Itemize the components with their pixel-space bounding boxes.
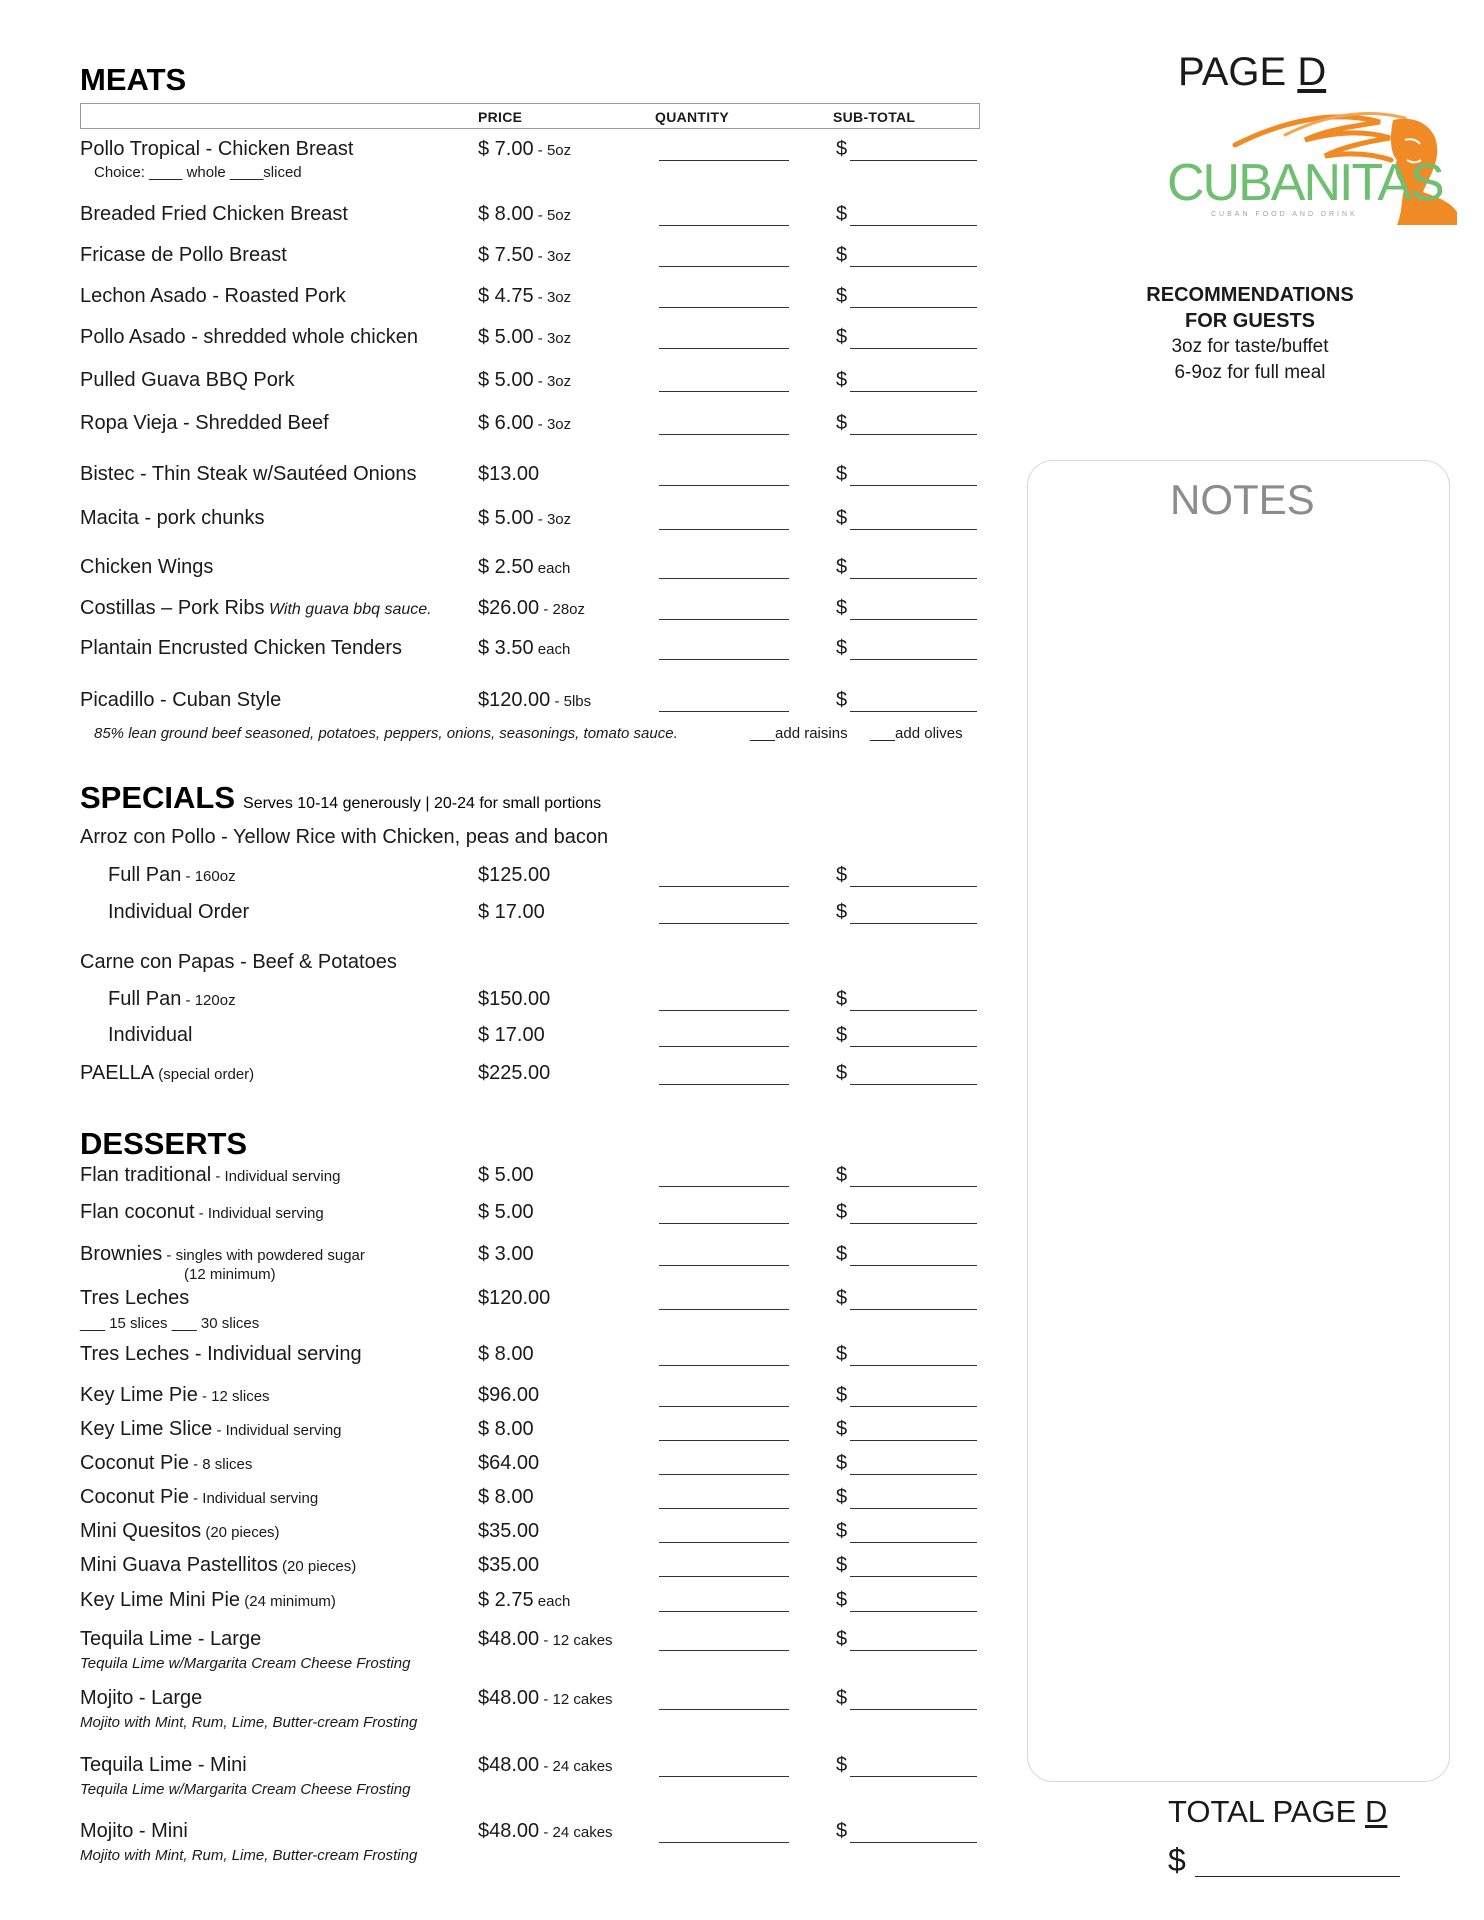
subtotal-dollar: $: [836, 864, 848, 886]
subtotal-blank[interactable]: [850, 1474, 977, 1475]
subtotal-blank[interactable]: [850, 307, 977, 308]
quantity-blank[interactable]: [659, 225, 789, 226]
item-price: $ 4.75 - 3oz: [478, 285, 572, 307]
subtotal-blank[interactable]: [850, 266, 977, 267]
item-name: Tequila Lime - Large: [80, 1628, 262, 1650]
recommendations-title: RECOMMENDATIONS: [1146, 284, 1354, 306]
subtotal-dollar: $: [836, 1589, 848, 1611]
menu-row-tres-leches-individual: [80, 1343, 990, 1373]
menu-row-chicken-tenders: [80, 637, 990, 667]
item-price: $ 2.75 each: [478, 1589, 571, 1611]
item-price: $ 8.00 - 5oz: [478, 203, 572, 225]
item-name: Flan coconut - Individual serving: [80, 1201, 324, 1223]
subtotal-blank[interactable]: [850, 578, 977, 579]
tequila-lime-mini-description: Tequila Lime w/Margarita Cream Cheese Frosting: [80, 1781, 411, 1798]
picadillo-description: 85% lean ground beef seasoned, potatoes, peppers, onions, seasonings, tomato sauce.: [94, 725, 678, 742]
item-price: $96.00: [478, 1384, 540, 1406]
item-price: $48.00 - 12 cakes: [478, 1687, 613, 1709]
subtotal-dollar: $: [836, 1486, 848, 1508]
meats-title: MEATS: [80, 62, 187, 97]
subtotal-blank[interactable]: [850, 348, 977, 349]
subtotal-dollar: $: [836, 1820, 848, 1842]
subtotal-dollar: $: [836, 597, 848, 619]
subtotal-blank[interactable]: [850, 1576, 977, 1577]
item-price: $ 5.00 - 3oz: [478, 369, 572, 391]
specials-title: SPECIALS: [80, 780, 236, 815]
menu-row-picadillo: [80, 689, 990, 719]
price-column-header: PRICE: [478, 109, 523, 125]
item-price: $ 8.00: [478, 1418, 534, 1440]
item-price: $26.00 - 28oz: [478, 597, 586, 619]
desserts-heading: [80, 1126, 247, 1162]
subtotal-blank[interactable]: [850, 1046, 977, 1047]
menu-row-macita: [80, 507, 990, 537]
item-price: $ 5.00: [478, 1164, 534, 1186]
item-name: Lechon Asado - Roasted Pork: [80, 285, 346, 307]
item-name: Breaded Fried Chicken Breast: [80, 203, 348, 225]
subtotal-column-header: SUB-TOTAL: [833, 109, 916, 125]
subtotal-blank[interactable]: [850, 1508, 977, 1509]
quantity-blank[interactable]: [659, 160, 789, 161]
item-name: Full Pan - 120oz: [108, 988, 236, 1010]
quantity-blank[interactable]: [659, 619, 789, 620]
subtotal-dollar: $: [836, 138, 848, 160]
quantity-blank[interactable]: [659, 1776, 789, 1777]
item-name: Pulled Guava BBQ Pork: [80, 369, 295, 391]
subtotal-blank[interactable]: [850, 485, 977, 486]
subtotal-blank[interactable]: [850, 1265, 977, 1266]
total-page-label: TOTAL PAGE D: [1168, 1794, 1388, 1829]
menu-row-mini-guava-pastellitos: [80, 1554, 990, 1584]
subtotal-blank[interactable]: [850, 1440, 977, 1441]
item-name: Tres Leches: [80, 1287, 190, 1309]
menu-row-bistec: [80, 463, 990, 493]
mojito-large-description: Mojito with Mint, Rum, Lime, Butter-cream Frosting: [80, 1714, 418, 1731]
quantity-blank[interactable]: [659, 1440, 789, 1441]
subtotal-blank[interactable]: [850, 1611, 977, 1612]
subtotal-dollar: $: [836, 1164, 848, 1186]
quantity-blank[interactable]: [659, 1508, 789, 1509]
specials-subtitle: Serves 10-14 generously | 20-24 for small portions: [243, 795, 602, 812]
item-price: $120.00: [478, 1287, 551, 1309]
subtotal-dollar: $: [836, 244, 848, 266]
item-name: PAELLA (special order): [80, 1062, 255, 1084]
quantity-blank[interactable]: [659, 1406, 789, 1407]
menu-row-key-lime-pie: [80, 1384, 990, 1414]
menu-row-key-lime-slice: [80, 1418, 990, 1448]
subtotal-blank[interactable]: [850, 391, 977, 392]
specials-group-carne-con-papas: Carne con Papas - Beef & Potatoes: [80, 951, 397, 973]
menu-row-mojito-large: [80, 1687, 990, 1717]
menu-row-tequila-lime-large: [80, 1628, 990, 1658]
quantity-blank[interactable]: [659, 711, 789, 712]
menu-row-breaded-chicken: [80, 203, 990, 233]
subtotal-dollar: $: [836, 637, 848, 659]
quantity-blank[interactable]: [659, 1650, 789, 1651]
tequila-lime-large-description: Tequila Lime w/Margarita Cream Cheese Frosting: [80, 1655, 411, 1672]
meats-heading: [80, 62, 186, 98]
subtotal-blank[interactable]: [850, 160, 977, 161]
item-price: $ 8.00: [478, 1343, 534, 1365]
item-name: Chicken Wings: [80, 556, 214, 578]
quantity-blank[interactable]: [659, 391, 789, 392]
menu-row-tres-leches: [80, 1287, 990, 1317]
item-price: $48.00 - 12 cakes: [478, 1628, 613, 1650]
subtotal-dollar: $: [836, 689, 848, 711]
subtotal-blank[interactable]: [850, 659, 977, 660]
subtotal-dollar: $: [836, 1628, 848, 1650]
quantity-blank[interactable]: [659, 1223, 789, 1224]
subtotal-dollar: $: [836, 1418, 848, 1440]
subtotal-blank[interactable]: [850, 923, 977, 924]
item-name: Pollo Tropical - Chicken Breast: [80, 138, 354, 160]
item-name: Mini Guava Pastellitos (20 pieces): [80, 1554, 357, 1576]
item-name: Mini Quesitos (20 pieces): [80, 1520, 280, 1542]
subtotal-dollar: $: [836, 1754, 848, 1776]
item-name: Tres Leches - Individual serving: [80, 1343, 362, 1365]
item-price: $ 5.00: [478, 1201, 534, 1223]
quantity-blank[interactable]: [659, 1842, 789, 1843]
item-price: $ 6.00 - 3oz: [478, 412, 572, 434]
subtotal-dollar: $: [836, 285, 848, 307]
quantity-blank[interactable]: [659, 1265, 789, 1266]
quantity-blank[interactable]: [659, 923, 789, 924]
subtotal-blank[interactable]: [850, 711, 977, 712]
quantity-blank[interactable]: [659, 307, 789, 308]
menu-row-coconut-pie-individual: [80, 1486, 990, 1516]
total-dollar-sign: $: [1168, 1842, 1186, 1878]
menu-row-arroz-individual: [80, 901, 990, 931]
menu-row-chicken-wings: [80, 556, 990, 586]
quantity-blank[interactable]: [659, 1084, 789, 1085]
quantity-blank[interactable]: [659, 1046, 789, 1047]
item-price: $35.00: [478, 1554, 540, 1576]
chicken-choice-note: Choice: ____ whole ____sliced: [94, 164, 302, 181]
subtotal-blank[interactable]: [850, 619, 977, 620]
specials-heading: [80, 780, 601, 816]
item-name: Plantain Encrusted Chicken Tenders: [80, 637, 403, 659]
item-price: $ 7.00 - 5oz: [478, 138, 572, 160]
subtotal-dollar: $: [836, 1452, 848, 1474]
subtotal-blank[interactable]: [850, 886, 977, 887]
subtotal-dollar: $: [836, 1520, 848, 1542]
menu-row-coconut-pie: [80, 1452, 990, 1482]
item-name: Coconut Pie - Individual serving: [80, 1486, 319, 1508]
item-price: $48.00 - 24 cakes: [478, 1820, 613, 1842]
quantity-blank[interactable]: [659, 1186, 789, 1187]
item-name: Individual Order: [108, 901, 250, 923]
item-price: $ 3.00: [478, 1243, 534, 1265]
subtotal-blank[interactable]: [850, 1223, 977, 1224]
item-name: Fricase de Pollo Breast: [80, 244, 287, 266]
subtotal-dollar: $: [836, 1024, 848, 1046]
subtotal-blank[interactable]: [850, 434, 977, 435]
subtotal-blank[interactable]: [850, 1842, 977, 1843]
recommendation-taste: 3oz for taste/buffet: [1171, 336, 1329, 357]
subtotal-blank[interactable]: [850, 1776, 977, 1777]
total-amount-blank[interactable]: [1195, 1876, 1400, 1877]
menu-row-costillas: [80, 597, 990, 627]
item-name: Full Pan - 160oz: [108, 864, 236, 886]
subtotal-blank[interactable]: [850, 529, 977, 530]
quantity-blank[interactable]: [659, 348, 789, 349]
menu-row-carne-full-pan: [80, 988, 990, 1018]
quantity-blank[interactable]: [659, 266, 789, 267]
quantity-blank[interactable]: [659, 529, 789, 530]
notes-title: NOTES: [1170, 476, 1315, 523]
subtotal-dollar: $: [836, 1243, 848, 1265]
item-price: $225.00: [478, 1062, 551, 1084]
brownies-minimum-note: (12 minimum): [184, 1266, 276, 1283]
item-name: Macita - pork chunks: [80, 507, 265, 529]
subtotal-dollar: $: [836, 507, 848, 529]
quantity-blank[interactable]: [659, 1611, 789, 1612]
item-price: $13.00: [478, 463, 540, 485]
quantity-blank[interactable]: [659, 659, 789, 660]
recommendations-title-line2: FOR GUESTS: [1184, 310, 1315, 332]
item-price: $64.00: [478, 1452, 540, 1474]
subtotal-dollar: $: [836, 412, 848, 434]
item-name: Individual: [108, 1024, 193, 1046]
notes-area[interactable]: [1027, 460, 1450, 1782]
item-price: $ 7.50 - 3oz: [478, 244, 572, 266]
menu-row-flan-traditional: [80, 1164, 990, 1194]
menu-row-arroz-full-pan: [80, 864, 990, 894]
column-header-bar: [80, 103, 980, 129]
item-name: Key Lime Mini Pie (24 minimum): [80, 1589, 336, 1611]
subtotal-dollar: $: [836, 1384, 848, 1406]
subtotal-blank[interactable]: [850, 1010, 977, 1011]
subtotal-blank[interactable]: [850, 225, 977, 226]
subtotal-blank[interactable]: [850, 1542, 977, 1543]
quantity-blank[interactable]: [659, 886, 789, 887]
menu-row-mojito-mini: [80, 1820, 990, 1850]
desserts-title: DESSERTS: [80, 1126, 248, 1161]
total-page-letter: D: [1364, 1794, 1388, 1829]
page-title: PAGE D: [1178, 50, 1327, 94]
menu-row-key-lime-mini-pie: [80, 1589, 990, 1619]
subtotal-dollar: $: [836, 901, 848, 923]
add-olives-option[interactable]: ___add olives: [870, 725, 963, 742]
quantity-blank[interactable]: [659, 1474, 789, 1475]
subtotal-blank[interactable]: [850, 1406, 977, 1407]
specials-group-arroz-con-pollo: Arroz con Pollo - Yellow Rice with Chicken, peas and bacon: [80, 826, 609, 848]
subtotal-dollar: $: [836, 326, 848, 348]
logo-tagline: CUBAN FOOD AND DRINK: [1211, 211, 1358, 218]
subtotal-dollar: $: [836, 1201, 848, 1223]
quantity-blank[interactable]: [659, 1576, 789, 1577]
quantity-blank[interactable]: [659, 1365, 789, 1366]
subtotal-blank[interactable]: [850, 1309, 977, 1310]
quantity-column-header: QUANTITY: [655, 109, 729, 125]
quantity-blank[interactable]: [659, 1010, 789, 1011]
subtotal-dollar: $: [836, 1687, 848, 1709]
subtotal-dollar: $: [836, 988, 848, 1010]
menu-row-pollo-asado: [80, 326, 990, 356]
menu-row-mini-quesitos: [80, 1520, 990, 1550]
item-name: Brownies - singles with powdered sugar: [80, 1243, 365, 1265]
recommendations-block: [1110, 282, 1390, 386]
item-name: Pollo Asado - shredded whole chicken: [80, 326, 418, 348]
item-name: Picadillo - Cuban Style: [80, 689, 282, 711]
menu-row-flan-coconut: [80, 1201, 990, 1231]
logo-graphic: [1165, 100, 1465, 225]
quantity-blank[interactable]: [659, 434, 789, 435]
quantity-blank[interactable]: [659, 485, 789, 486]
item-name: Costillas – Pork Ribs With guava bbq sauce.: [80, 597, 432, 619]
item-price: $48.00 - 24 cakes: [478, 1754, 613, 1776]
tres-leches-slice-options[interactable]: ___ 15 slices ___ 30 slices: [80, 1315, 260, 1332]
quantity-blank[interactable]: [659, 1309, 789, 1310]
item-price: $150.00: [478, 988, 551, 1010]
menu-row-ropa-vieja: [80, 412, 990, 442]
add-raisins-option[interactable]: ___add raisins: [750, 725, 848, 742]
menu-row-carne-individual: [80, 1024, 990, 1054]
subtotal-blank[interactable]: [850, 1365, 977, 1366]
item-price: $ 3.50 each: [478, 637, 571, 659]
item-price: $ 17.00: [478, 901, 545, 923]
subtotal-blank[interactable]: [850, 1084, 977, 1085]
item-name: Key Lime Slice - Individual serving: [80, 1418, 342, 1440]
item-name: Mojito - Large: [80, 1687, 203, 1709]
mojito-mini-description: Mojito with Mint, Rum, Lime, Butter-cream Frosting: [80, 1847, 418, 1864]
item-price: $125.00: [478, 864, 551, 886]
item-name: Bistec - Thin Steak w/Sautéed Onions: [80, 463, 417, 485]
cubanitas-logo: [1165, 100, 1465, 225]
subtotal-dollar: $: [836, 203, 848, 225]
item-price: $ 8.00: [478, 1486, 534, 1508]
item-price: $120.00 - 5lbs: [478, 689, 592, 711]
quantity-blank[interactable]: [659, 1542, 789, 1543]
page-letter: D: [1297, 50, 1327, 94]
item-name: Ropa Vieja - Shredded Beef: [80, 412, 329, 434]
item-price: $ 17.00: [478, 1024, 545, 1046]
item-price: $ 5.00 - 3oz: [478, 326, 572, 348]
item-name: Key Lime Pie - 12 slices: [80, 1384, 270, 1406]
menu-row-tequila-lime-mini: [80, 1754, 990, 1784]
recommendation-full-meal: 6-9oz for full meal: [1174, 362, 1326, 383]
subtotal-dollar: $: [836, 556, 848, 578]
item-price: $ 5.00 - 3oz: [478, 507, 572, 529]
menu-row-lechon-asado: [80, 285, 990, 315]
menu-row-fricase: [80, 244, 990, 274]
subtotal-dollar: $: [836, 463, 848, 485]
item-price: $ 2.50 each: [478, 556, 571, 578]
menu-row-guava-bbq-pork: [80, 369, 990, 399]
subtotal-dollar: $: [836, 1343, 848, 1365]
logo-brand-text: CUBANITAS: [1167, 154, 1443, 212]
item-name: Flan traditional - Individual serving: [80, 1164, 341, 1186]
subtotal-dollar: $: [836, 1287, 848, 1309]
subtotal-dollar: $: [836, 369, 848, 391]
subtotal-dollar: $: [836, 1062, 848, 1084]
item-name: Mojito - Mini: [80, 1820, 188, 1842]
item-name: Tequila Lime - Mini: [80, 1754, 247, 1776]
menu-row-paella: [80, 1062, 990, 1092]
subtotal-blank[interactable]: [850, 1709, 977, 1710]
quantity-blank[interactable]: [659, 578, 789, 579]
subtotal-dollar: $: [836, 1554, 848, 1576]
item-name: Coconut Pie - 8 slices: [80, 1452, 253, 1474]
quantity-blank[interactable]: [659, 1709, 789, 1710]
item-price: $35.00: [478, 1520, 540, 1542]
subtotal-blank[interactable]: [850, 1186, 977, 1187]
subtotal-blank[interactable]: [850, 1650, 977, 1651]
